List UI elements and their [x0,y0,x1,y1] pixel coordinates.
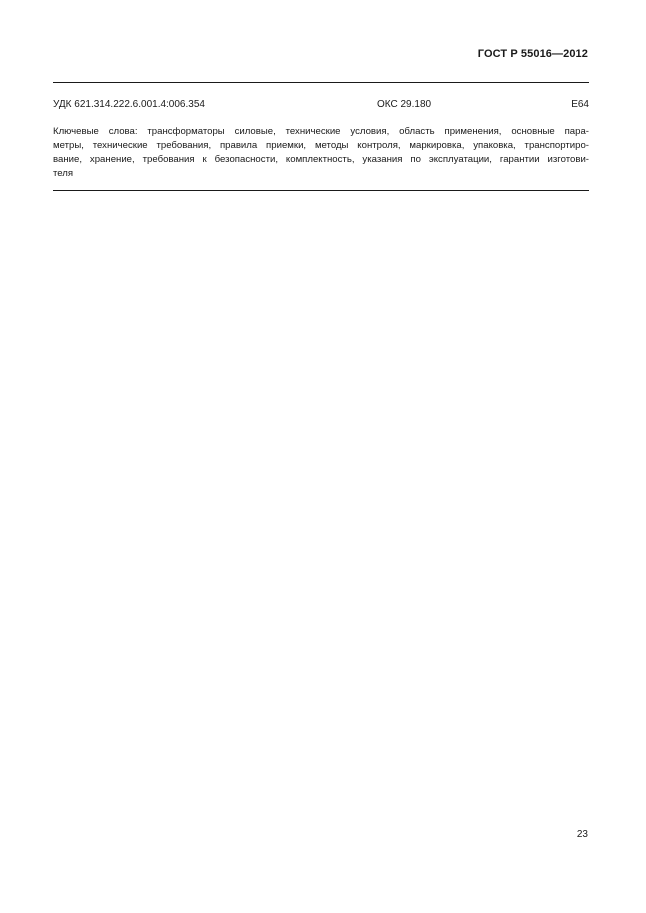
page-number: 23 [576,829,588,840]
bottom-divider [53,190,589,191]
keywords-line: теля [53,168,74,179]
group-code: Е64 [571,99,589,110]
standard-code: ГОСТ Р 55016—2012 [477,48,588,60]
keywords-line: метры, технические требования, правила приемки, методы контроля, маркировка, упаковка, транспортиро- [53,140,589,151]
udk-code: УДК 621.314.222.6.001.4:006.354 [53,99,205,110]
top-divider [53,82,589,83]
keywords-paragraph [53,125,589,181]
keywords-line: Ключевые слова: трансформаторы силовые, технические условия, область применения, основные пара- [53,126,589,137]
oks-code: ОКС 29.180 [377,99,432,110]
keywords-line: вание, хранение, требования к безопасности, комплектность, указания по эксплуатации, гарантии изготови- [53,154,589,165]
